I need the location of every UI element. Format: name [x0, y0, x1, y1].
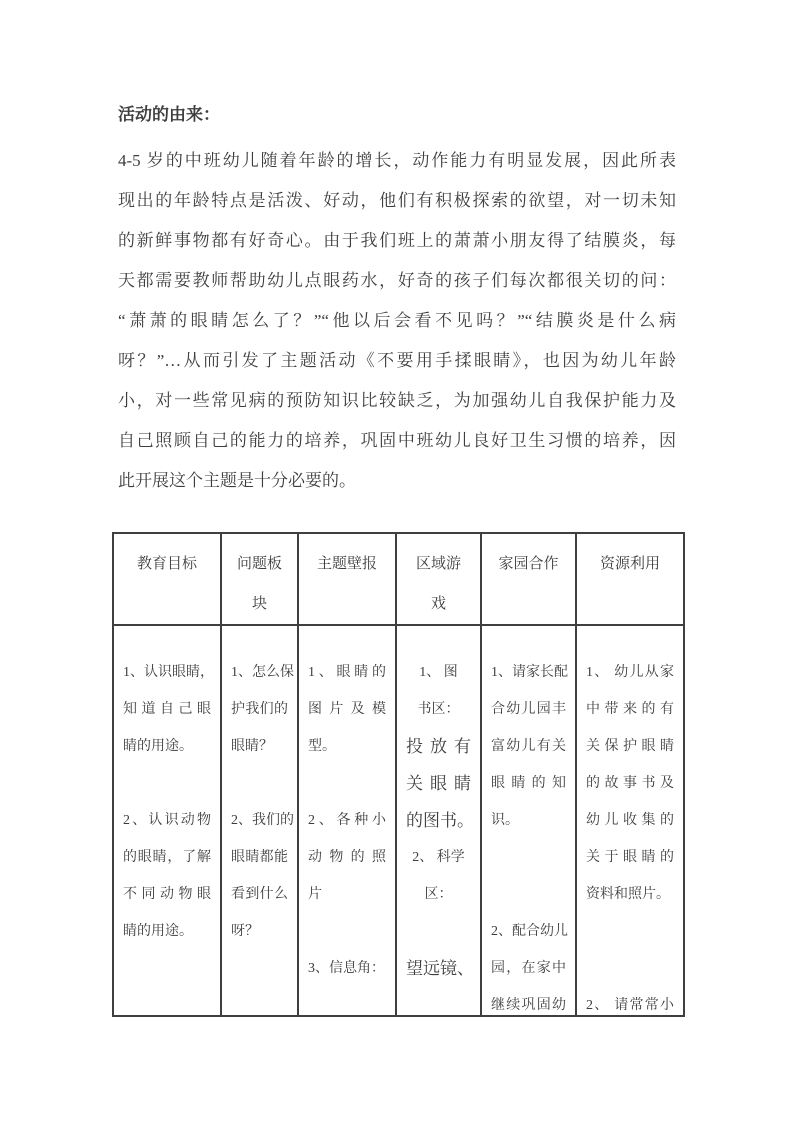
- header-cell-content: [114, 534, 220, 584]
- cell-line: 1、 幼儿从家: [586, 665, 674, 680]
- header-line: 戏: [430, 596, 446, 612]
- cell-content: [482, 626, 575, 1015]
- table-cell: [298, 625, 396, 1016]
- cell-line: 1、 图: [419, 665, 458, 680]
- header-line: 区域游: [415, 556, 461, 572]
- table-cell: [576, 625, 684, 1016]
- header-cell-content: [397, 534, 480, 624]
- cell-line: 的眼睛，了解: [123, 850, 211, 865]
- paragraph-line: “萧萧的眼睛怎么了？”“他以后会看不见吗？”“结膜炎是什么病: [118, 311, 676, 330]
- header-cell-content: [222, 534, 297, 624]
- paragraph-line: 此开展这个主题是十分必要的。: [118, 471, 356, 490]
- cell-line: 眼睛的知: [491, 776, 566, 791]
- cell-line: 望远镜、: [406, 959, 474, 978]
- cell-line: 护我们的: [231, 702, 288, 717]
- table-cell: [113, 625, 221, 1016]
- table-header-cell: [481, 533, 576, 625]
- activity-plan-table: [112, 532, 685, 1017]
- paragraph-line: 的新鲜事物都有好奇心。由于我们班上的萧萧小朋友得了结膜炎，每: [118, 231, 676, 250]
- cell-line: 3、信息角：: [308, 961, 385, 976]
- cell-line: 识。: [491, 813, 519, 828]
- cell-line: 投放有: [406, 737, 471, 756]
- cell-line: 1、眼睛的: [308, 665, 386, 680]
- cell-line: 1、认识眼睛，: [123, 665, 214, 680]
- paragraph-line: 天都需要教师帮助幼儿点眼药水，好奇的孩子们每次都很关切的问：: [118, 271, 676, 290]
- cell-line: 片: [308, 887, 322, 902]
- cell-line: 区：: [424, 887, 453, 902]
- table-cell: [396, 625, 481, 1016]
- cell-content: [222, 626, 297, 1015]
- paragraph-line: 小，对一些常见病的预防知识比较缺乏，为加强幼儿自我保护能力及: [118, 391, 676, 410]
- cell-line: 2、配合幼儿: [491, 924, 568, 939]
- cell-line: 关保护眼睛: [586, 739, 674, 754]
- header-line: 块: [251, 596, 267, 612]
- table-cell: [481, 625, 576, 1016]
- header-line: 资源利用: [599, 556, 660, 572]
- table-header-cell: [221, 533, 298, 625]
- table-header-row: [113, 533, 684, 625]
- header-cell-content: [577, 534, 683, 584]
- table-header-cell: [576, 533, 684, 625]
- header-cell-content: [299, 534, 395, 584]
- table-header-cell: [113, 533, 221, 625]
- cell-line: 呀？: [231, 924, 259, 939]
- intro-paragraph: [118, 141, 676, 501]
- table-cell: [221, 625, 298, 1016]
- cell-line: 资料和照片。: [586, 887, 670, 902]
- cell-line: 型。: [308, 739, 336, 754]
- cell-line: 合幼儿园丰: [491, 702, 566, 717]
- paragraph-line: 呀？”…从而引发了主题活动《不要用手揉眼睛》，也因为幼儿年龄: [118, 351, 676, 370]
- cell-line: 2、我们的: [231, 813, 294, 828]
- cell-line: 动物的照: [308, 850, 386, 865]
- cell-line: 1、请家长配: [491, 665, 568, 680]
- cell-content: [577, 626, 683, 1015]
- header-line: 家园合作: [498, 556, 559, 572]
- cell-line: 书区：: [417, 702, 460, 717]
- table-header-cell: [298, 533, 396, 625]
- table-body-row: [113, 625, 684, 1016]
- cell-content: [397, 626, 480, 1015]
- cell-content: [299, 626, 395, 1015]
- cell-line: 眼睛都能: [231, 850, 288, 865]
- cell-line: 继续巩固幼: [491, 998, 566, 1013]
- table-header-cell: [396, 533, 481, 625]
- cell-line: 中带来的有: [586, 702, 674, 717]
- cell-line: 2、各种小: [308, 813, 386, 828]
- cell-line: 知道自己眼: [123, 702, 211, 717]
- header-line: 主题壁报: [316, 556, 377, 572]
- cell-line: 看到什么: [231, 887, 288, 902]
- cell-line: 关于眼睛的: [586, 850, 674, 865]
- cell-line: 睛的用途。: [123, 924, 193, 939]
- paragraph-line: 自己照顾自己的能力的培养，巩固中班幼儿良好卫生习惯的培养，因: [118, 431, 676, 450]
- header-line: 问题板: [236, 556, 282, 572]
- cell-line: 幼儿收集的: [586, 813, 674, 828]
- cell-line: 2、 科学: [412, 850, 465, 865]
- header-line: 教育目标: [136, 556, 197, 572]
- cell-line: 2、认识动物: [123, 813, 211, 828]
- cell-line: 富幼儿有关: [491, 739, 566, 754]
- cell-line: 的图书。: [406, 811, 474, 830]
- cell-line: 眼睛？: [231, 739, 273, 754]
- cell-content: [114, 626, 220, 1015]
- cell-line: 园，在家中: [491, 961, 566, 976]
- paragraph-line: 现出的年龄特点是活泼、好动，他们有积极探索的欲望，对一切未知: [118, 191, 676, 210]
- cell-line: 图片及模: [308, 702, 386, 717]
- cell-line: 睛的用途。: [123, 739, 193, 754]
- cell-line: 不同动物眼: [123, 887, 211, 902]
- cell-line: 1、怎么保: [231, 665, 294, 680]
- cell-line: 的故事书及: [586, 776, 674, 791]
- cell-line: 2、 请常常小: [586, 998, 674, 1013]
- cell-line: 关眼睛: [406, 774, 471, 793]
- paragraph-line: 4-5 岁的中班幼儿随着年龄的增长，动作能力有明显发展，因此所表: [118, 151, 676, 170]
- header-cell-content: [482, 534, 575, 584]
- document-title: 活动的由来：: [118, 105, 220, 124]
